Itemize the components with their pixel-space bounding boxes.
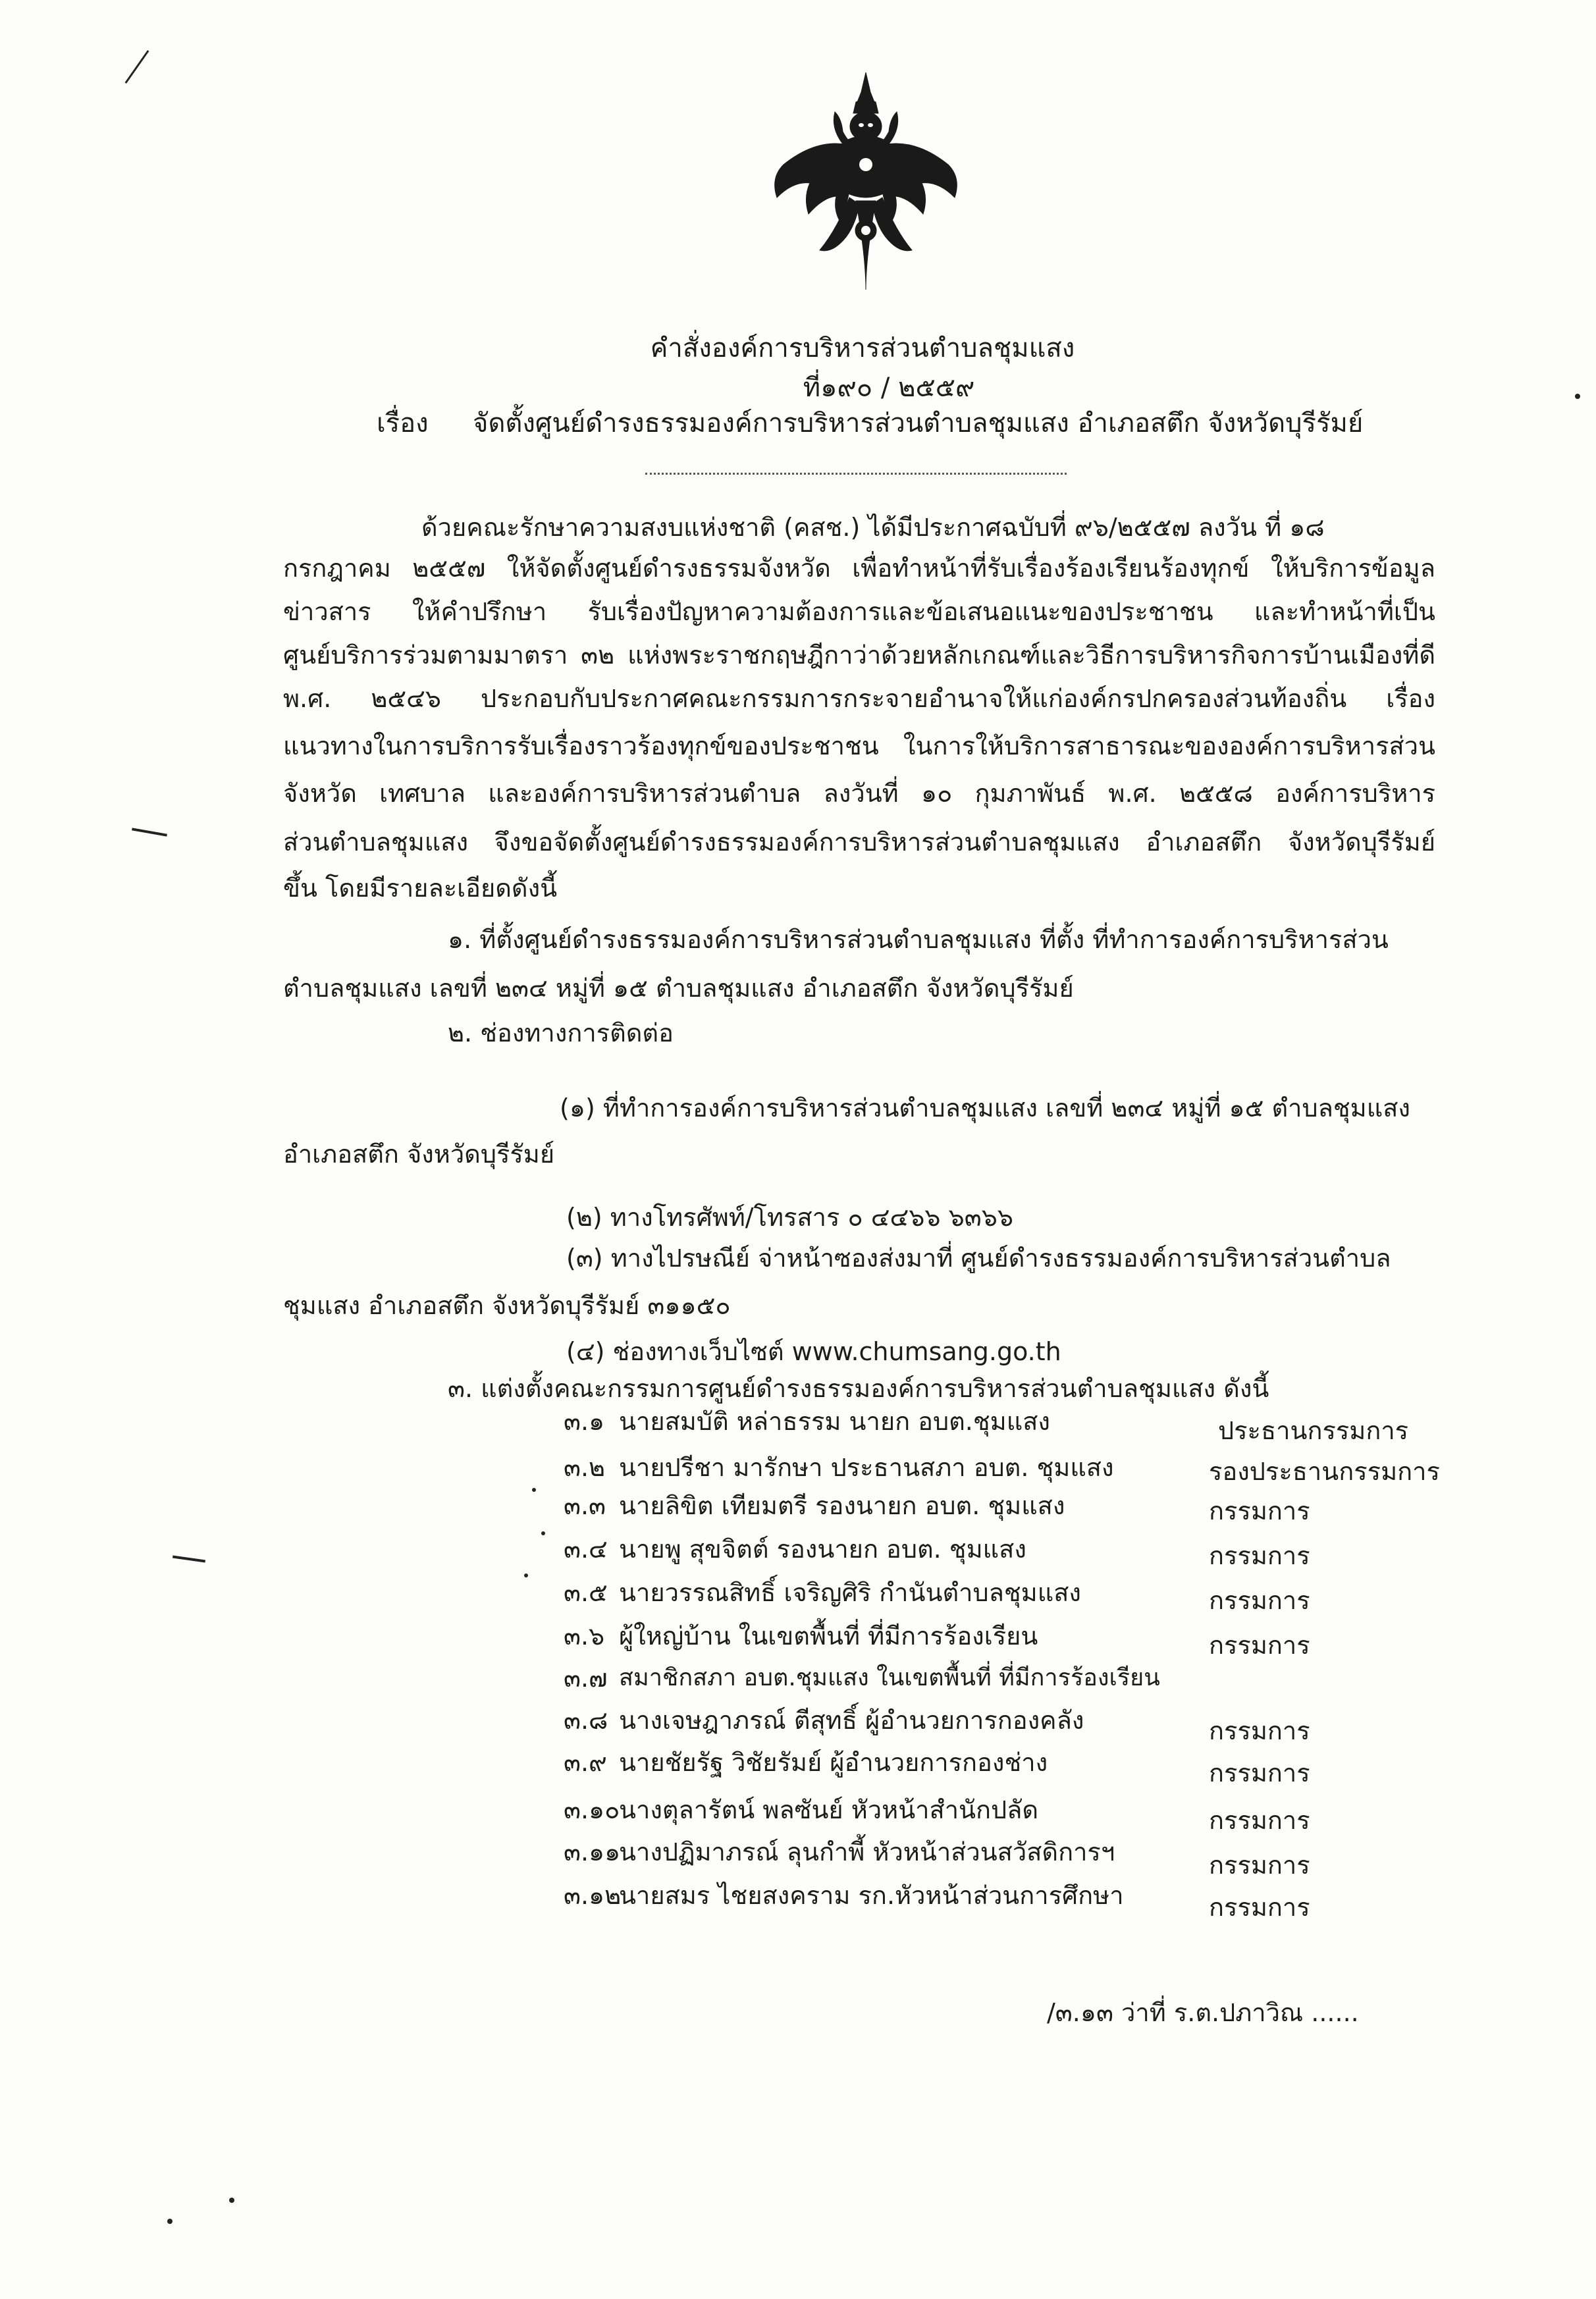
- continuation-note: /๓.๑๓ ว่าที่ ร.ต.ปภาวิณ ......: [1047, 1998, 1359, 2027]
- para1-line-7: จังหวัด เทศบาล และองค์การบริหารส่วนตำบล ลงวันที่ ๑๐ กุมภาพันธ์ พ.ศ. ๒๕๕๘ องค์การบริหาร: [283, 779, 1435, 808]
- item2-1-line-1: (๑) ที่ทำการองค์การบริหารส่วนตำบลชุมแสง เลขที่ ๒๓๔ หมู่ที่ ๑๕ ตำบลชุมแสง: [560, 1094, 1410, 1123]
- committee-role: กรรมการ: [1209, 1758, 1310, 1787]
- subject-text: จัดตั้งศูนย์ดำรงธรรมองค์การบริหารส่วนตำบลชุมแสง อำเภอสตึก จังหวัดบุรีรัมย์: [473, 408, 1364, 438]
- committee-no: ๓.๒: [564, 1453, 606, 1482]
- garuda-emblem-icon: [757, 66, 974, 303]
- committee-role: กรรมการ: [1209, 1496, 1310, 1525]
- committee-name: ผู้ใหญ่บ้าน ในเขตพื้นที่ ที่มีการร้องเรียน: [619, 1622, 1038, 1651]
- scan-speck: [229, 2198, 234, 2203]
- committee-name: สมาชิกสภา อบต.ชุมแสง ในเขตพื้นที่ ที่มีการร้องเรียน: [619, 1664, 1160, 1691]
- order-number: ที่๑๙๐ / ๒๕๕๙: [803, 373, 975, 403]
- para1-line-4: ศูนย์บริการร่วมตามมาตรา ๓๒ แห่งพระราชกฤษฎีกาว่าด้วยหลักเกณฑ์และวิธีการบริหารกิจการบ้านเมืองที่ดี: [283, 641, 1435, 670]
- committee-no: ๓.๑๐: [564, 1795, 620, 1824]
- committee-role: กรรมการ: [1209, 1851, 1310, 1880]
- committee-no: ๓.๑๒: [564, 1881, 622, 1910]
- committee-role: กรรมการ: [1209, 1893, 1310, 1922]
- committee-name: นางปฏิมาภรณ์ ลุนกำพี้ หัวหน้าส่วนสวัสดิการฯ: [619, 1837, 1115, 1866]
- item3-heading: ๓. แต่งตั้งคณะกรรมการศูนย์ดำรงธรรมองค์การบริหารส่วนตำบลชุมแสง ดังนี้: [448, 1374, 1269, 1403]
- scan-mark: [173, 1556, 205, 1563]
- committee-role: ประธานกรรมการ: [1218, 1416, 1409, 1445]
- para1-line-6: แนวทางในการบริการรับเรื่องราวร้องทุกข์ของประชาชน ในการให้บริการสาธารณะขององค์การบริหารส่วน: [283, 731, 1435, 760]
- committee-role: กรรมการ: [1209, 1631, 1310, 1660]
- para1-line-9: ขึ้น โดยมีรายละเอียดดังนี้: [283, 874, 558, 903]
- para1-line-2: กรกฎาคม ๒๕๕๗ ให้จัดตั้งศูนย์ดำรงธรรมจังหวัด เพื่อทำหน้าที่รับเรื่องร้องเรียนร้องทุกข์ ให้บริการข้อมูล: [283, 554, 1435, 583]
- scan-speck: [167, 2219, 173, 2224]
- committee-name: นางเจษฎาภรณ์ ตีสุทธิ์ ผู้อำนวยการกองคลัง: [619, 1706, 1084, 1735]
- scan-speck: [541, 1531, 545, 1535]
- committee-name: นายสมบัติ หล่าธรรม นายก อบต.ชุมแสง: [619, 1407, 1050, 1436]
- committee-no: ๓.๗: [564, 1664, 608, 1693]
- committee-name: นายวรรณสิทธิ์ เจริญศิริ กำนันตำบลชุมแสง: [619, 1578, 1081, 1607]
- committee-name: นางตุลารัตน์ พลซันย์ หัวหน้าสำนักปลัด: [619, 1795, 1039, 1824]
- item2-3-line-2: ชุมแสง อำเภอสตึก จังหวัดบุรีรัมย์ ๓๑๑๕๐: [283, 1291, 731, 1320]
- committee-no: ๓.๖: [564, 1622, 605, 1651]
- committee-no: ๓.๑๑: [564, 1837, 621, 1866]
- item2-4: (๔) ช่องทางเว็บไซต์ www.chumsang.go.th: [566, 1337, 1061, 1366]
- header-divider: [645, 473, 1067, 475]
- item2-3-line-1: (๓) ทางไปรษณีย์ จ่าหน้าซองส่งมาที่ ศูนย์ดำรงธรรมองค์การบริหารส่วนตำบล: [566, 1244, 1391, 1273]
- committee-no: ๓.๓: [564, 1491, 606, 1520]
- committee-name: นายชัยรัฐ วิชัยรัมย์ ผู้อำนวยการกองช่าง: [619, 1748, 1048, 1777]
- committee-role: กรรมการ: [1209, 1586, 1310, 1615]
- committee-name: นายสมร ไชยสงคราม รก.หัวหน้าส่วนการศึกษา: [619, 1881, 1124, 1910]
- item1-line-1: ๑. ที่ตั้งศูนย์ดำรงธรรมองค์การบริหารส่วนตำบลชุมแสง ที่ตั้ง ที่ทำการองค์การบริหารส่วน: [448, 925, 1389, 954]
- committee-role: กรรมการ: [1209, 1541, 1310, 1570]
- para1-line-1: ด้วยคณะรักษาความสงบแห่งชาติ (คสช.) ได้มีประกาศฉบับที่ ๙๖/๒๕๕๗ ลงวัน ที่ ๑๘: [421, 513, 1325, 542]
- item2-2: (๒) ทางโทรศัพท์/โทรสาร ๐ ๔๔๖๖ ๖๓๖๖: [566, 1203, 1013, 1232]
- committee-name: นายพู สุขจิตต์ รองนายก อบต. ชุมแสง: [619, 1535, 1026, 1564]
- item1-line-2: ตำบลชุมแสง เลขที่ ๒๓๔ หมู่ที่ ๑๕ ตำบลชุมแสง อำเภอสตึก จังหวัดบุรีรัมย์: [283, 974, 1074, 1003]
- committee-role: กรรมการ: [1209, 1716, 1310, 1745]
- committee-role: กรรมการ: [1209, 1806, 1310, 1835]
- item2-heading: ๒. ช่องทางการติดต่อ: [448, 1018, 674, 1047]
- scan-mark: [125, 50, 149, 84]
- committee-name: นายปรีชา มารักษา ประธานสภา อบต. ชุมแสง: [619, 1453, 1114, 1482]
- committee-no: ๓.๕: [564, 1578, 608, 1607]
- para1-line-8: ส่วนตำบลชุมแสง จึงขอจัดตั้งศูนย์ดำรงธรรมองค์การบริหารส่วนตำบลชุมแสง อำเภอสตึก จังหวัดบุรีรัมย์: [283, 828, 1435, 857]
- committee-role: รองประธานกรรมการ: [1209, 1457, 1440, 1486]
- scan-speck: [524, 1573, 528, 1577]
- scan-speck: [1575, 394, 1580, 399]
- para1-line-3: ข่าวสาร ให้คำปรึกษา รับเรื่องปัญหาความต้องการและข้อเสนอแนะของประชาชน และทำหน้าที่เป็น: [283, 597, 1435, 626]
- scan-speck: [532, 1488, 536, 1492]
- committee-no: ๓.๘: [564, 1706, 608, 1735]
- item2-1-line-2: อำเภอสตึก จังหวัดบุรีรัมย์: [283, 1140, 555, 1169]
- committee-name: นายลิขิต เทียมตรี รองนายก อบต. ชุมแสง: [619, 1491, 1065, 1520]
- committee-no: ๓.๔: [564, 1535, 608, 1564]
- scan-mark: [132, 828, 167, 836]
- para1-line-5: พ.ศ. ๒๕๔๖ ประกอบกับประกาศคณะกรรมการกระจายอำนาจให้แก่องค์กรปกครองส่วนท้องถิ่น เรื่อง: [283, 684, 1435, 713]
- subject-label: เรื่อง: [377, 408, 429, 438]
- committee-no: ๓.๑: [564, 1407, 605, 1436]
- order-title: คำสั่งองค์การบริหารส่วนตำบลชุมแสง: [650, 333, 1075, 363]
- committee-no: ๓.๙: [564, 1748, 607, 1777]
